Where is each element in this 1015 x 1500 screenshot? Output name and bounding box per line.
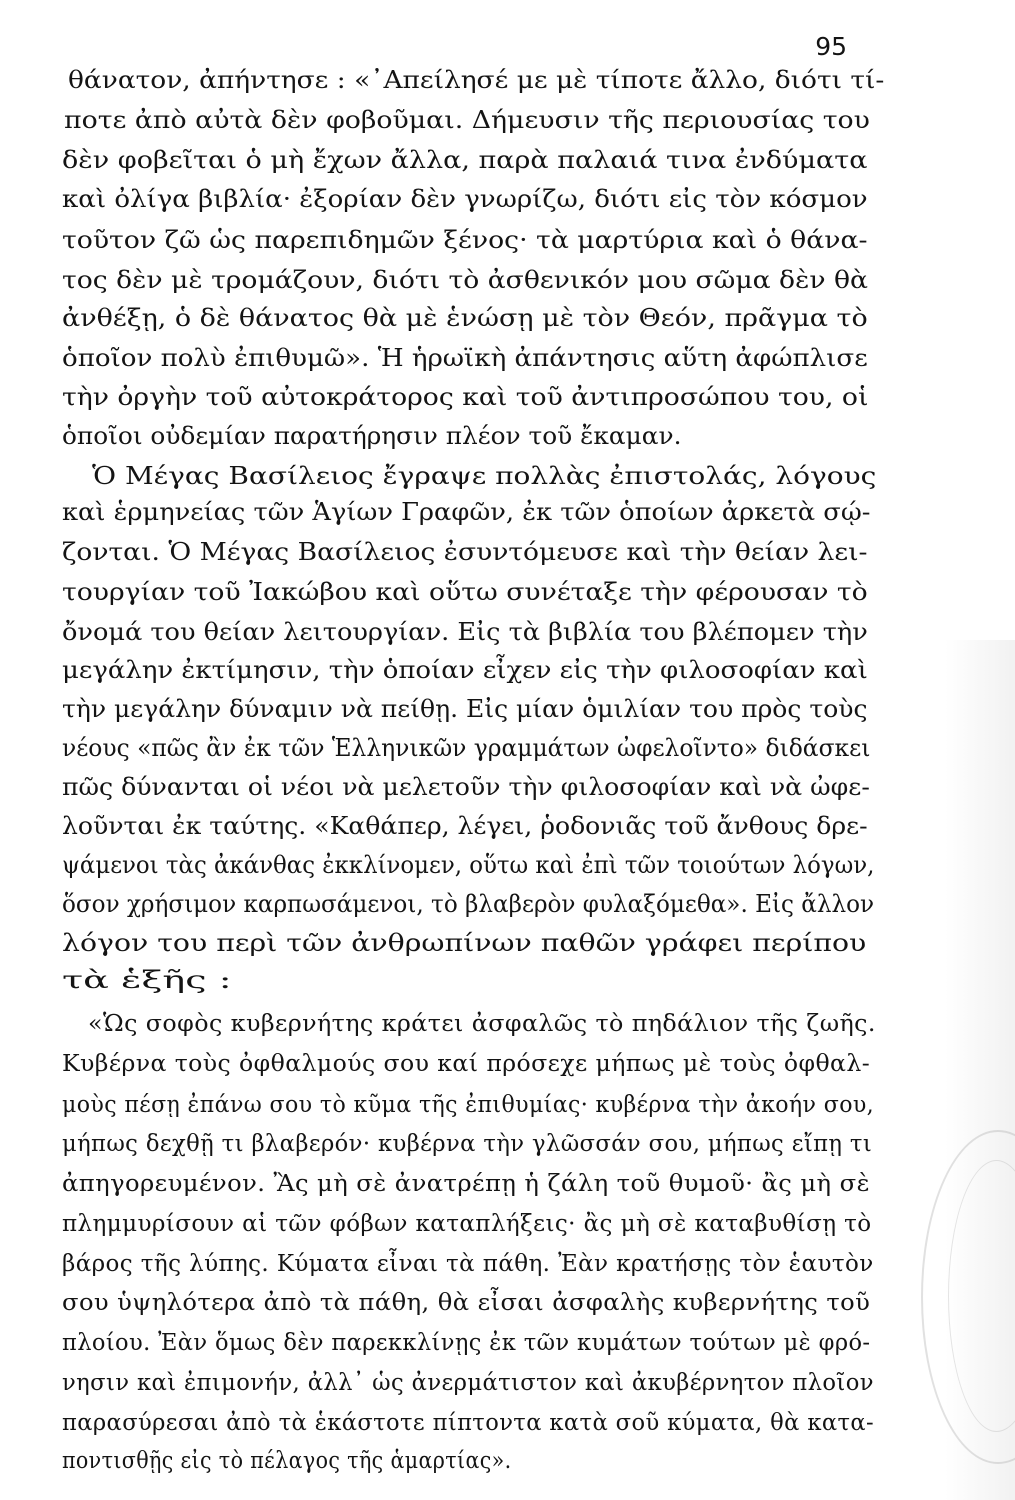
text-line: παρασύρεσαι ἀπὸ τὰ ἑκάστοτε πίπτοντα κατὰ σοῦ κύματα, θὰ κατα- xyxy=(62,1410,875,1436)
text-line: πλοίου. Ἐὰν ὅμως δὲν παρεκκλίνῃς ἐκ τῶν κυμάτων τούτων μὲ φρό- xyxy=(62,1330,871,1356)
text-line: μεγάλην ἐκτίμησιν, τὴν ὁποίαν εἶχεν εἰς τὴν φιλοσοφίαν καὶ xyxy=(62,656,868,684)
text-line: Κυβέρνα τοὺς ὀφθαλμούς σου καί πρόσεχε μήπως μὲ τοὺς ὀφθαλ- xyxy=(62,1051,871,1077)
text-line: μοὺς πέσῃ ἐπάνω σου τὸ κῦμα τῆς ἐπιθυμίας· κυβέρνα τὴν ἀκοήν σου, xyxy=(62,1092,875,1118)
text-line: ποτε ἀπὸ αὐτὰ δὲν φοβοῦμαι. Δήμευσιν τῆς περιουσίας του xyxy=(64,106,870,134)
text-line: νησιν καὶ ἐπιμονήν, ἀλλ᾿ ὡς ἀνερμάτιστον καὶ ἀκυβέρνητον πλοῖον xyxy=(62,1370,874,1396)
text-line: ζονται. Ὁ Μέγας Βασίλειος ἐσυντόμευσε καὶ τὴν θείαν λει- xyxy=(62,538,868,566)
text-line: ποντισθῇς εἰς τὸ πέλαγος τῆς ἁμαρτίας». xyxy=(62,1448,512,1474)
text-line: ἀπηγορευμένον. Ἂς μὴ σὲ ἀνατρέπῃ ἡ ζάλη τοῦ θυμοῦ· ἂς μὴ σὲ xyxy=(62,1171,871,1197)
text-line: πῶς δύνανται οἱ νέοι νὰ μελετοῦν τὴν φιλοσοφίαν καὶ νὰ ὠφε- xyxy=(62,773,870,801)
text-line: Ὁ Μέγας Βασίλειος ἔγραψε πολλὰς ἐπιστολάς, λόγους xyxy=(92,462,877,490)
text-line: ὁποῖοι οὐδεμίαν παρατήρησιν πλέον τοῦ ἔκαμαν. xyxy=(62,422,682,450)
text-line: τοῦτον ζῶ ὡς παρεπιδημῶν ξένος· τὰ μαρτύρια καὶ ὁ θάνα- xyxy=(62,226,868,254)
text-line: λόγον του περὶ τῶν ἀνθρωπίνων παθῶν γράφει περίπου xyxy=(62,929,867,957)
text-line: τὰ ἑξῆς : xyxy=(62,966,232,994)
text-line: ὅσον χρήσιμον καρπωσάμενοι, τὸ βλαβερὸν φυλαξόμεθα». Εἰς ἄλλον xyxy=(62,890,875,918)
page-number: 95 xyxy=(815,32,847,61)
text-line: ἀνθέξῃ, ὁ δὲ θάνατος θὰ μὲ ἑνώσῃ μὲ τὸν Θεόν, πρᾶγμα τὸ xyxy=(62,304,868,332)
text-line: καὶ ἑρμηνείας τῶν Ἁγίων Γραφῶν, ἐκ τῶν ὁποίων ἀρκετὰ σῴ- xyxy=(62,498,871,526)
text-line: θάνατον, ἀπήντησε : «᾿Απείλησέ με μὲ τίποτε ἄλλο, διότι τί- xyxy=(68,66,885,94)
text-line: βάρος τῆς λύπης. Κύματα εἶναι τὰ πάθη. Ἐὰν κρατήσῃς τὸν ἑαυτὸν xyxy=(62,1251,874,1277)
text-line: ὁποῖον πολὺ ἐπιθυμῶ». Ἡ ἡρωϊκὴ ἀπάντησις αὕτη ἀφώπλισε xyxy=(62,344,868,372)
text-line: ψάμενοι τὰς ἀκάνθας ἐκκλίνομεν, οὕτω καὶ ἐπὶ τῶν τοιούτων λόγων, xyxy=(62,851,875,879)
text-line: δὲν φοβεῖται ὁ μὴ ἔχων ἄλλα, παρὰ παλαιά τινα ἐνδύματα xyxy=(62,146,868,174)
text-line: καὶ ὀλίγα βιβλία· ἐξορίαν δὲν γνωρίζω, διότι εἰς τὸν κόσμον xyxy=(62,185,868,213)
text-line: πλημμυρίσουν αἱ τῶν φόβων καταπλήξεις· ἂς μὴ σὲ καταβυθίσῃ τὸ xyxy=(62,1211,872,1237)
text-line: τουργίαν τοῦ Ἰακώβου καὶ οὕτω συνέταξε τὴν φέρουσαν τὸ xyxy=(62,578,868,606)
text-line: λοῦνται ἐκ ταύτης. «Καθάπερ, λέγει, ῥοδονιᾶς τοῦ ἄνθους δρε- xyxy=(62,812,868,840)
text-line: τὴν μεγάλην δύναμιν νὰ πείθῃ. Εἰς μίαν ὁμιλίαν του πρὸς τοὺς xyxy=(62,695,868,723)
text-line: σου ὑψηλότερα ἀπὸ τὰ πάθη, θὰ εἶσαι ἀσφαλὴς κυβερνήτης τοῦ xyxy=(62,1290,871,1316)
text-line: «Ὡς σοφὸς κυβερνήτης κράτει ἀσφαλῶς τὸ πηδάλιον τῆς ζωῆς. xyxy=(88,1011,876,1037)
text-line: τὴν ὀργὴν τοῦ αὐτοκράτορος καὶ τοῦ ἀντιπροσώπου του, οἱ xyxy=(62,383,869,411)
text-line: τος δὲν μὲ τρομάζουν, διότι τὸ ἀσθενικόν μου σῶμα δὲν θὰ xyxy=(62,266,868,294)
text-line: νέους «πῶς ἂν ἐκ τῶν Ἑλληνικῶν γραμμάτων ὠφελοῖντο» διδάσκει xyxy=(62,734,871,762)
text-line: ὄνομά του θείαν λειτουργίαν. Εἰς τὰ βιβλία του βλέπομεν τὴν xyxy=(62,618,868,646)
text-line: μήπως δεχθῇ τι βλαβερόν· κυβέρνα τὴν γλῶσσάν σου, μήπως εἴπῃ τι xyxy=(62,1131,873,1157)
